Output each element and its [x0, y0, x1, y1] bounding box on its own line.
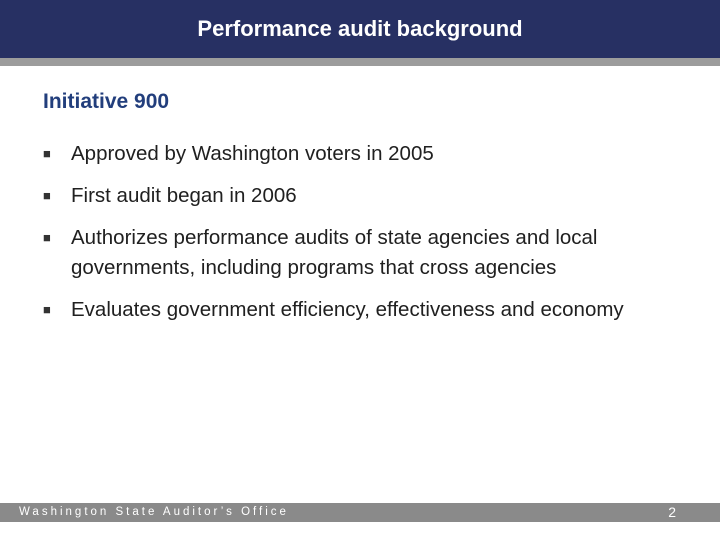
square-bullet-icon: ■: [43, 188, 51, 203]
slide-title: Performance audit background: [197, 16, 523, 41]
bullet-item: [43, 223, 663, 283]
slide-title-bar: [0, 0, 720, 58]
square-bullet-icon: ■: [43, 230, 51, 245]
footer-bar: [0, 503, 720, 522]
bullet-list: [43, 139, 663, 325]
bullet-item: [43, 139, 663, 169]
title-divider: [0, 58, 720, 66]
page-number: 2: [668, 504, 676, 520]
footer-organization: Washington State Auditor’s Office: [19, 506, 289, 518]
square-bullet-icon: ■: [43, 146, 51, 161]
bullet-item: [43, 295, 663, 325]
bullet-text: Evaluates government efficiency, effectiveness and economy: [71, 298, 624, 321]
bullet-text: First audit began in 2006: [71, 184, 297, 207]
bullet-text: Authorizes performance audits of state agencies and local governments, including programs that cross agencies: [71, 226, 598, 279]
square-bullet-icon: ■: [43, 302, 51, 317]
bullet-text: Approved by Washington voters in 2005: [71, 142, 434, 165]
slide-subtitle: Initiative 900: [43, 90, 170, 113]
bullet-item: [43, 181, 663, 211]
